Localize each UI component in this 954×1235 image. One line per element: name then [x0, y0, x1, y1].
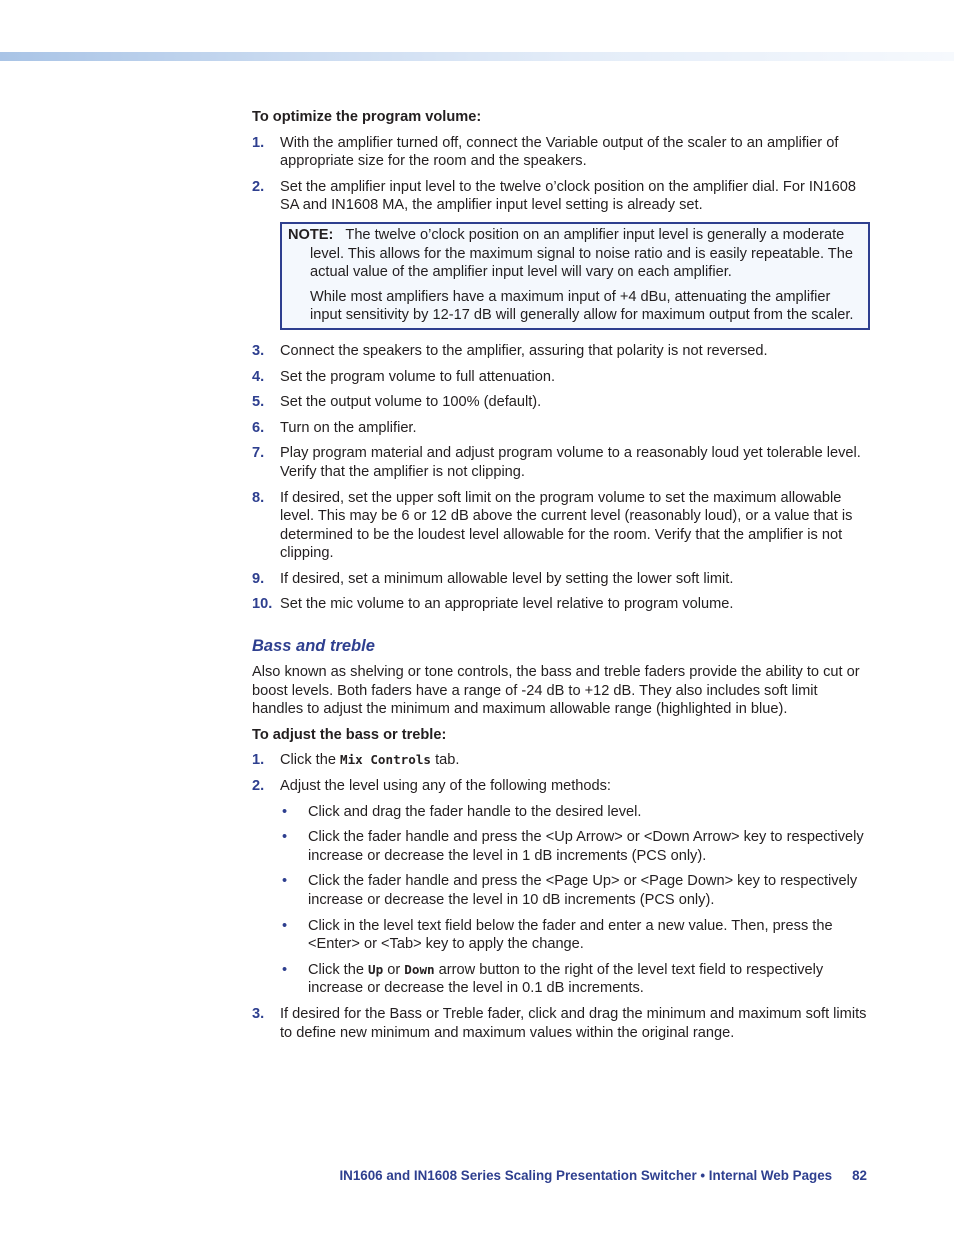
bullet-text: Click the Up or Down arrow button to the right of the level text field to respectively increase or decrease the level in 0.1 dB increments. [308, 961, 824, 997]
bullet-icon: • [282, 803, 288, 820]
page-footer [300, 1167, 867, 1186]
list-item [252, 393, 870, 412]
bullet-icon: • [282, 873, 288, 890]
step-number: 2. [252, 778, 265, 795]
step-number: 6. [252, 419, 265, 436]
list-item [252, 419, 870, 438]
list-item [280, 803, 870, 822]
step-text: Set the amplifier input level to the twelve o’clock position on the amplifier dial. For IN1608 SA and IN1608 MA, the amplifier input level setting is already set. [280, 178, 856, 214]
ui-label-up: Up [368, 961, 384, 977]
step-number: 1. [252, 752, 265, 769]
step-text: Connect the speakers to the amplifier, assuring that polarity is not reversed. [280, 342, 768, 359]
section-intro: Also known as shelving or tone controls, the bass and treble faders provide the ability to cut or boost levels. Both faders have a range of -24 dB to +12 dB. They also includes soft limit handles to adjust the minimum and maximum allowable range (highlighted in blue). [252, 664, 860, 718]
bullet-text: Click and drag the fader handle to the desired level. [308, 803, 642, 820]
note-paragraph [288, 226, 862, 282]
bullet-icon: • [282, 829, 288, 846]
list-item [280, 828, 870, 865]
list-item [280, 872, 870, 909]
note-paragraph: While most amplifiers have a maximum input of +4 dBu, attenuating the amplifier input sensitivity by 12-17 dB will generally allow for maximum output from the scaler. [310, 288, 854, 324]
page-content [252, 108, 870, 1049]
list-item [252, 444, 870, 481]
header-gradient-bar [0, 52, 954, 61]
note-label: NOTE: [288, 226, 334, 243]
bullet-icon: • [282, 961, 288, 978]
note-text: The twelve o’clock position on an amplifier input level is generally a moderate level. This allows for the maximum signal to noise ratio and is easily repeatable. The actual value of the amplifier input level will vary on each amplifier. [310, 226, 853, 281]
procedure-heading: To adjust the bass or treble: [252, 726, 447, 743]
step-number: 10. [252, 596, 273, 613]
step-number: 5. [252, 394, 265, 411]
step-text: With the amplifier turned off, connect the Variable output of the scaler to an amplifier of appropriate size for the room and the speakers. [280, 134, 839, 170]
list-item [280, 917, 870, 954]
list-item [252, 368, 870, 387]
section-heading: Bass and treble [252, 637, 375, 656]
step-text: Set the program volume to full attenuation. [280, 368, 556, 385]
step-number: 3. [252, 342, 265, 359]
step-text: If desired, set a minimum allowable level by setting the lower soft limit. [280, 570, 734, 587]
steps-list-c [252, 751, 870, 1042]
list-item [252, 134, 870, 171]
steps-list-b [252, 342, 870, 614]
step-number: 9. [252, 570, 265, 587]
list-item [252, 595, 870, 614]
step-number: 7. [252, 445, 265, 462]
step-text: Set the output volume to 100% (default). [280, 394, 542, 411]
bullet-text: Click the fader handle and press the <Up Arrow> or <Down Arrow> key to respectively increase or decrease the level in 1 dB increments (PCS only). [308, 829, 864, 864]
page-number: 82 [852, 1168, 867, 1183]
procedure-heading: To optimize the program volume: [252, 109, 482, 125]
step-number: 3. [252, 1005, 265, 1022]
method-bullets [280, 803, 870, 998]
bullet-text: Click in the level text field below the fader and enter a new value. Then, press the <Enter> or <Tab> key to apply the change. [308, 917, 833, 953]
list-item [252, 489, 870, 563]
step-number: 4. [252, 368, 265, 385]
step-number: 1. [252, 134, 265, 151]
note-box [280, 222, 870, 330]
ui-label-down: Down [404, 961, 435, 977]
steps-list-a [252, 134, 870, 215]
list-item [280, 961, 870, 998]
step-text: Click the Mix Controls tab. [280, 752, 460, 769]
list-item [252, 570, 870, 589]
list-item [252, 342, 870, 361]
step-text: Play program material and adjust program volume to a reasonably loud yet tolerable level. Verify that the amplifier is not clipping. [280, 445, 861, 480]
step-text: If desired for the Bass or Treble fader, click and drag the minimum and maximum soft limits to define new minimum and maximum values within the original range. [280, 1005, 867, 1041]
list-item [252, 1005, 870, 1042]
step-number: 2. [252, 178, 265, 195]
bullet-icon: • [282, 917, 288, 934]
step-text: Turn on the amplifier. [280, 419, 417, 436]
step-number: 8. [252, 489, 265, 506]
list-item [252, 777, 870, 998]
footer-title: IN1606 and IN1608 Series Scaling Presentation Switcher • Internal Web Pages [339, 1168, 833, 1183]
step-text: If desired, set the upper soft limit on the program volume to set the maximum allowable level. This may be 6 or 12 dB above the current level (reasonably loud), or a value that is determined to be the loudest level allowable for the room. Verify that the amplifier is not clipping. [280, 489, 853, 562]
list-item [252, 178, 870, 215]
list-item [252, 751, 870, 770]
ui-label-mix-controls: Mix Controls [340, 752, 432, 768]
step-text: Adjust the level using any of the following methods: [280, 778, 611, 795]
step-text: Set the mic volume to an appropriate level relative to program volume. [280, 596, 734, 613]
bullet-text: Click the fader handle and press the <Page Up> or <Page Down> key to respectively increase or decrease the level in 10 dB increments (PCS only). [308, 873, 858, 908]
